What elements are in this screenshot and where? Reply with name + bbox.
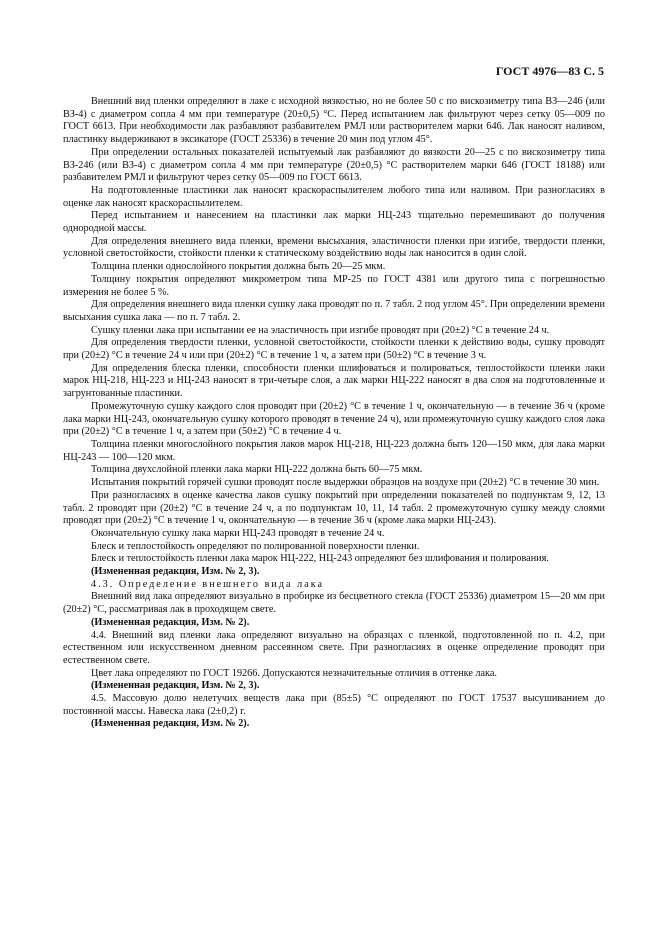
- amendment-note: (Измененная редакция, Изм. № 2).: [91, 616, 250, 628]
- paragraph: 4.5. Массовую долю нелетучих веществ лака при (85±5) °С определяют по ГОСТ 17537 высушиванием до постоянной массы. Навеска лака (2±0,2) г.: [63, 693, 605, 717]
- paragraph: Для определения твердости пленки, условной светостойкости, стойкости пленки к действию воды, сушку проводят при (20±2) °С в течение 24 ч или при (20±2) °С в течение 1 ч, а затем при (50±2) °С в течение 3 ч.: [63, 337, 605, 362]
- paragraph: Толщина пленки многослойного покрытия лаков марок НЦ-218, НЦ-223 должна быть 120—150 мкм, для лака марки НЦ-243 — 100—120 мкм.: [63, 438, 605, 463]
- paragraph: Внешний вид пленки определяют в лаке с исходной вязкостью, но не более 50 с по вискозиметру типа ВЗ—246 (или ВЗ-4) с диаметром сопла 4 мм при температуре (20±0,5) °С. Перед испытанием лак фильтруют через сетку 05—009 по ГОСТ 6613. При необходимости лак разбавляют разбавителем РМЛ или растворителем марки 646. Лак наносят наливом, пластинку выдерживают в эксикаторе (ГОСТ 25336) в течение 20 мин под углом 45°.: [63, 96, 605, 146]
- paragraph: Толщина пленки однослойного покрытия должна быть 20—25 мкм.: [91, 261, 386, 273]
- paragraph: Сушку пленки лака при испытании ее на эластичность при изгибе проводят при (20±2) °С в течение 24 ч.: [91, 324, 550, 336]
- page-header: ГОСТ 4976—83 С. 5: [495, 64, 604, 78]
- paragraph: Испытания покрытий горячей сушки проводят после выдержки образцов на воздухе при (20±2) °С в течение 30 мин.: [91, 477, 600, 489]
- paragraph: Окончательную сушку лака марки НЦ-243 проводят в течение 24 ч.: [91, 527, 385, 539]
- paragraph: Перед испытанием и нанесением на пластинки лак марки НЦ-243 тщательно перемешивают до получения однородной массы.: [63, 210, 605, 235]
- paragraph: Для определения внешнего вида пленки сушку лака проводят по п. 7 табл. 2 под углом 45°. При определении времени высыхания сушка лака — по п. 7 табл. 2.: [63, 299, 605, 323]
- paragraph: Внешний вид лака определяют визуально в пробирке из бесцветного стекла (ГОСТ 25336) диаметром 15—20 мм при (20±2) °С, рассматривая лак в проходящем свете.: [63, 591, 605, 616]
- amendment-note: (Измененная редакция, Изм. № 2).: [91, 718, 250, 730]
- paragraph: Блеск и теплостойкость определяют по полированной поверхности пленки.: [91, 540, 420, 552]
- paragraph: При определении остальных показателей испытуемый лак разбавляют до вязкости 20—25 с по вискозиметру типа ВЗ-246 (или ВЗ-4) с диаметром сопла 4 мм при температуре (20±0,5) °С растворителем марки 646 (ГОСТ 18188) или разбавителем РМЛ и фильтруют через сетку 05—009 по ГОСТ 6613.: [63, 146, 605, 184]
- paragraph: Толщину покрытия определяют микрометром типа МР-25 по ГОСТ 4381 или другого типа с погрешностью измерения не более 5 %.: [63, 273, 605, 298]
- paragraph: Цвет лака определяют по ГОСТ 19266. Допускаются незначительные отличия в оттенке лака.: [91, 667, 497, 679]
- document-body: [63, 96, 605, 731]
- paragraph: Промежуточную сушку каждого слоя проводят при (20±2) °С в течение 1 ч, окончательную — в течение 36 ч (кроме лака марки НЦ-243, окончательную сушку которого проводят в течение 24 ч), или промежуточную сушку каждого слоя лака при (20±2) °С в течение 1 ч, а затем при (50±2) °С в течение 4 ч.: [63, 400, 605, 438]
- amendment-note: (Измененная редакция, Изм. № 2, 3).: [91, 566, 260, 578]
- paragraph: 4.4. Внешний вид пленки лака определяют визуально на образцах с пленкой, подготовленной по п. 4.2, при естественном или искусственном дневном рассеянном свете. При разногласиях в оценке определение проводят при естественном свете.: [63, 629, 605, 666]
- paragraph: Для определения блеска пленки, способности пленки шлифоваться и полироваться, теплостойкости пленки лаки марок НЦ-218, НЦ-223 и НЦ-243 наносят в три-четыре слоя, а лак марки НЦ-222 наносят в два слоя на подготовленные и загрунтованные пластинки.: [63, 362, 605, 400]
- paragraph: На подготовленные пластинки лак наносят краскораспылителем любого типа или наливом. При разногласиях в оценке лак наносят краскораспылителем.: [63, 184, 605, 209]
- paragraph: Блеск и теплостойкость пленки лака марок НЦ-222, НЦ-243 определяют без шлифования и полирования.: [91, 553, 549, 565]
- paragraph: Для определения внешнего вида пленки, времени высыхания, эластичности пленки при изгибе, твердости пленки, условной светостойкости, стойкости пленки к статическому воздействию воды лак наносится в один слой.: [63, 235, 605, 260]
- paragraph: При разногласиях в оценке качества лаков сушку покрытий при определении показателей по подпунктам 9, 12, 13 табл. 2 проводят при (20±2) °С в течение 24 ч, а по подпунктам 10, 11, 14 табл. 2 промежуточную сушку между слоями проводят при (20±2) °С в течение 1 ч, окончательную — в течение 36 ч (кроме лака марки НЦ-243).: [63, 489, 605, 527]
- paragraph: Толщина двухслойной пленки лака марки НЦ-222 должна быть 60—75 мкм.: [91, 464, 423, 476]
- amendment-note: (Измененная редакция, Изм. № 2, 3).: [91, 680, 260, 692]
- section-heading: 4.3. Определение внешнего вида лака: [91, 578, 325, 590]
